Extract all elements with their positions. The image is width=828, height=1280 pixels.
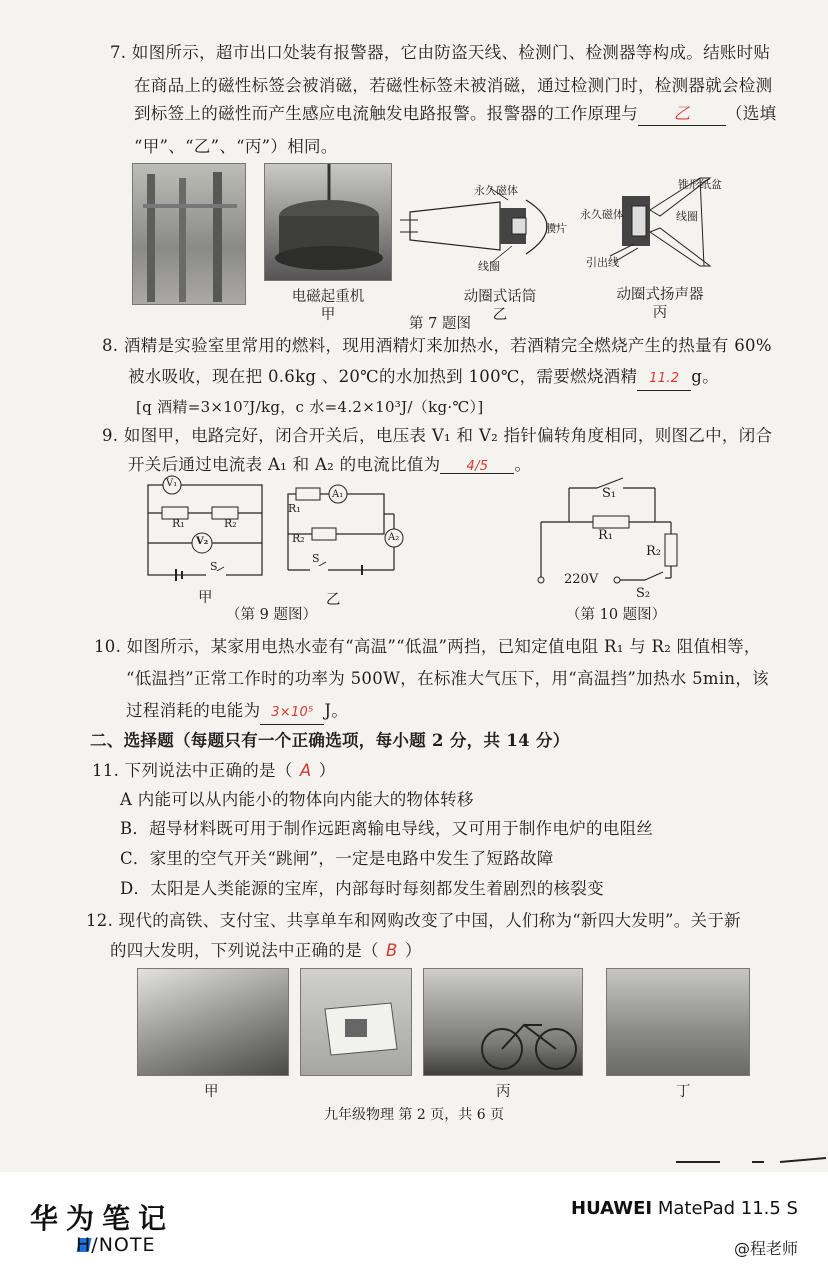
q7-handwritten-answer: 乙 <box>673 104 691 123</box>
q10-s2-label: S₂ <box>636 586 651 601</box>
q8-answer-blank <box>637 366 691 391</box>
q10-line3-text: 过程消耗的电能为 <box>126 701 261 720</box>
q8-line2-suffix: g。 <box>691 367 719 386</box>
q12-line1: 12. 现代的高铁、支付宝、共享单车和网购改变了中国，人们称为“新四大发明”。关于新 <box>86 911 741 930</box>
speaker-coil-label: 线圈 <box>676 210 698 223</box>
alipay-device-photo <box>300 968 412 1076</box>
device-model: MatePad 11.5 S <box>657 1198 798 1219</box>
q12-caption-4: 丁 <box>676 1084 691 1100</box>
q10-answer-blank <box>260 700 324 725</box>
q12-caption-3: 丙 <box>496 1084 511 1100</box>
jia-r2-label: R₂ <box>224 517 237 530</box>
q10-line2: “低温挡”正常工作时的功率为 500W，在标准大气压下，用“高温挡”加热水 5min，该 <box>126 669 769 688</box>
q8-handwritten-answer: 11.2 <box>649 371 680 386</box>
caption-crane-label: 甲 <box>320 307 336 323</box>
high-speed-rail-photo <box>137 968 289 1076</box>
jia-r1-label: R₁ <box>172 517 185 530</box>
q10-line3 <box>126 700 348 725</box>
caption-crane-name: 电磁起重机 <box>291 289 365 305</box>
dynamic-speaker-diagram <box>600 170 750 280</box>
yi-r2-label: R₂ <box>292 532 305 545</box>
app-brand-english: H/NOTE <box>76 1234 156 1256</box>
yi-r1-label: R₁ <box>288 502 301 515</box>
page-number-footer: 九年级物理 第 2 页，共 6 页 <box>324 1107 505 1123</box>
caption-microphone-label: 乙 <box>492 307 508 323</box>
yi-a2-label: A₂ <box>388 532 400 543</box>
q11-stem-text: 11. 下列说法中正确的是（ <box>92 761 293 780</box>
caption-speaker-name: 动圈式扬声器 <box>616 287 704 303</box>
q7-line3 <box>134 103 776 126</box>
q11-stem <box>92 760 336 782</box>
device-label <box>571 1198 798 1219</box>
q11-stem-suffix: ） <box>318 761 336 780</box>
q10-line3-suffix: J。 <box>324 701 349 720</box>
q12-line2 <box>110 940 422 962</box>
device-brand: HUAWEI <box>571 1198 653 1219</box>
jia-v2-label: V₂ <box>196 536 209 547</box>
caption-speaker-label: 丙 <box>652 305 668 321</box>
q11-option-d: D．太阳是人类能源的宝库，内部每时每刻都发生着剧烈的核裂变 <box>120 879 604 898</box>
q10-r1-label: R₁ <box>598 528 613 543</box>
circuit-jia-diagram <box>140 475 270 585</box>
q11-option-c: C．家里的空气开关“跳闸”，一定是电路中发生了短路故障 <box>120 849 554 868</box>
yi-a1-label: A₁ <box>332 489 344 500</box>
q10-line1: 10. 如图所示，某家用电热水壶有“高温”“低温”两挡，已知定值电阻 R₁ 与 R₂ 阻值相等， <box>94 637 761 656</box>
circuit-yi-label: 乙 <box>326 592 341 608</box>
q10-s1-label: S₁ <box>602 486 617 501</box>
speaker-magnet-label: 永久磁体 <box>580 208 624 221</box>
q10-figure-caption: （第 10 题图） <box>566 607 667 623</box>
q11-handwritten-answer: A <box>299 761 312 780</box>
q10-voltage-label: 220V <box>564 572 599 587</box>
yi-switch-label: S <box>312 552 320 565</box>
speaker-cone-label: 锥形纸盆 <box>678 178 722 191</box>
device-drawing <box>301 969 412 1076</box>
q9-line2-text: 开关后通过电流表 A₁ 和 A₂ 的电流比值为 <box>128 455 441 474</box>
page-edge-marks <box>676 1152 826 1168</box>
q7-line3-suffix: （选填 <box>726 104 777 123</box>
q11-option-a: A 内能可以从内能小的物体向内能大的物体转移 <box>120 790 474 809</box>
q7-line2: 在商品上的磁性标签会被消磁，若磁性标签未被消磁，通过检测门时，检测器就会检测 <box>134 76 773 95</box>
q8-constants: [q 酒精=3×10⁷J/kg，c 水=4.2×10³J/（kg·℃）] <box>136 398 484 416</box>
jia-switch-label: S <box>210 560 218 573</box>
q8-line2-text: 被水吸收，现在把 0.6kg 、20℃的水加热到 100℃，需要燃烧酒精 <box>128 367 638 386</box>
q7-figure-caption: 第 7 题图 <box>409 316 471 332</box>
q9-answer-blank <box>440 454 514 474</box>
q12-line2-text: 的四大发明，下列说法中正确的是（ <box>110 941 379 960</box>
q12-handwritten-answer: B <box>386 941 398 960</box>
mic-coil-label: 线圈 <box>478 260 500 273</box>
supermarket-gate-photo <box>132 163 246 305</box>
q10-handwritten-answer: 3×10⁵ <box>271 705 314 720</box>
shared-bikes-photo <box>423 968 583 1076</box>
q9-line1: 9. 如图甲，电路完好，闭合开关后，电压表 V₁ 和 V₂ 指针偏转角度相同，则图乙中，闭合 <box>102 426 773 445</box>
circuit-yi-diagram <box>282 480 412 580</box>
online-shopping-delivery-photo <box>606 968 750 1076</box>
electromagnet-crane-photo <box>264 163 392 281</box>
circuit-jia-label: 甲 <box>198 590 213 606</box>
author-watermark: @程老师 <box>733 1239 798 1258</box>
bike-drawing <box>424 969 583 1076</box>
jia-v1-label: V₁ <box>166 478 178 489</box>
mic-membrane-label: 膜片 <box>545 222 567 235</box>
gate-drawing <box>133 164 246 305</box>
q9-handwritten-answer: 4/5 <box>466 459 489 474</box>
q9-line2-suffix: 。 <box>514 455 532 474</box>
caption-microphone-name: 动圈式话筒 <box>463 289 537 305</box>
q7-line1: 7. 如图所示，超市出口处装有报警器，它由防盗天线、检测门、检测器等构成。结账时贴 <box>110 43 771 62</box>
section2-title: 二、选择题（每题只有一个正确选项，每小题 2 分，共 14 分） <box>90 731 570 750</box>
q9-figure-caption: （第 9 题图） <box>226 607 317 623</box>
q9-line2 <box>128 454 531 476</box>
crane-drawing <box>265 164 392 281</box>
q7-line3-text: 到标签上的磁性而产生感应电流触发电路报警。报警器的工作原理与 <box>134 104 638 123</box>
q11-option-b: B．超导材料既可用于制作远距离输电导线，又可用于制作电炉的电阻丝 <box>120 819 654 838</box>
q7-line4: “甲”、“乙”、“丙”）相同。 <box>134 137 338 156</box>
q8-line2 <box>128 366 719 391</box>
q12-caption-1: 甲 <box>204 1084 219 1100</box>
q12-line2-suffix: ） <box>404 941 422 960</box>
app-brand-name: 华为笔记 <box>30 1202 175 1235</box>
q10-r2-label: R₂ <box>646 544 661 559</box>
mic-magnet-label: 永久磁体 <box>474 184 518 197</box>
speaker-lead-label: 引出线 <box>586 256 619 269</box>
q7-answer-blank <box>638 103 726 126</box>
q8-line1: 8. 酒精是实验室里常用的燃料，现用酒精灯来加热水，若酒精完全燃烧产生的热量有 60% <box>102 336 772 355</box>
